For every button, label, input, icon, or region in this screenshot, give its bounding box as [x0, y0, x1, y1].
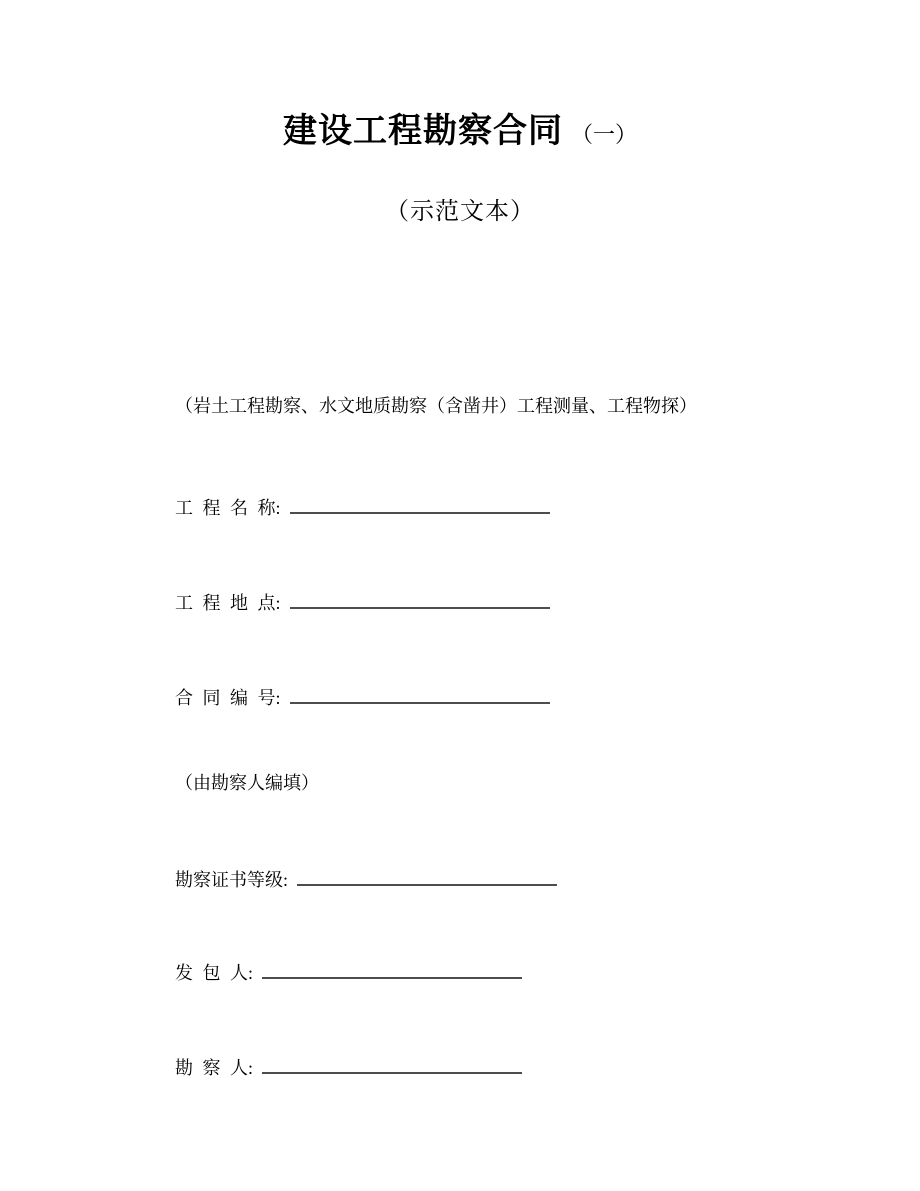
page-subtitle: （示范文本） — [385, 199, 535, 225]
project-location-label: 工 程 地 点: — [175, 593, 281, 613]
scope-note: （岩土工程勘察、水文地质勘察（含凿井）工程测量、工程物探） — [175, 396, 697, 416]
project-name-blank-line — [290, 492, 550, 514]
page-title-number-note: （一） — [570, 122, 637, 147]
employer-label: 发 包 人: — [175, 963, 254, 983]
page-title-main: 建设工程勘察合同 — [282, 112, 563, 150]
surveyor-blank-line — [262, 1052, 522, 1074]
page-title — [0, 103, 920, 152]
project-location-blank-line — [290, 587, 550, 609]
project-name-label: 工 程 名 称: — [175, 498, 281, 518]
certificate-grade-blank-line — [297, 864, 557, 886]
contract-number-blank-line — [290, 682, 550, 704]
certificate-grade-label: 勘察证书等级: — [175, 870, 289, 890]
surveyor-label: 勘 察 人: — [175, 1058, 254, 1078]
field-row-employer — [175, 957, 522, 986]
employer-blank-line — [262, 957, 522, 979]
field-row-project-location — [175, 587, 550, 616]
contract-number-label: 合 同 编 号: — [175, 688, 281, 708]
field-row-certificate-grade — [175, 864, 557, 893]
field-row-project-name — [175, 492, 550, 521]
field-row-surveyor — [175, 1052, 522, 1081]
field-row-contract-number — [175, 682, 550, 711]
filled-by-surveyor-note: （由勘察人编填） — [175, 773, 319, 793]
